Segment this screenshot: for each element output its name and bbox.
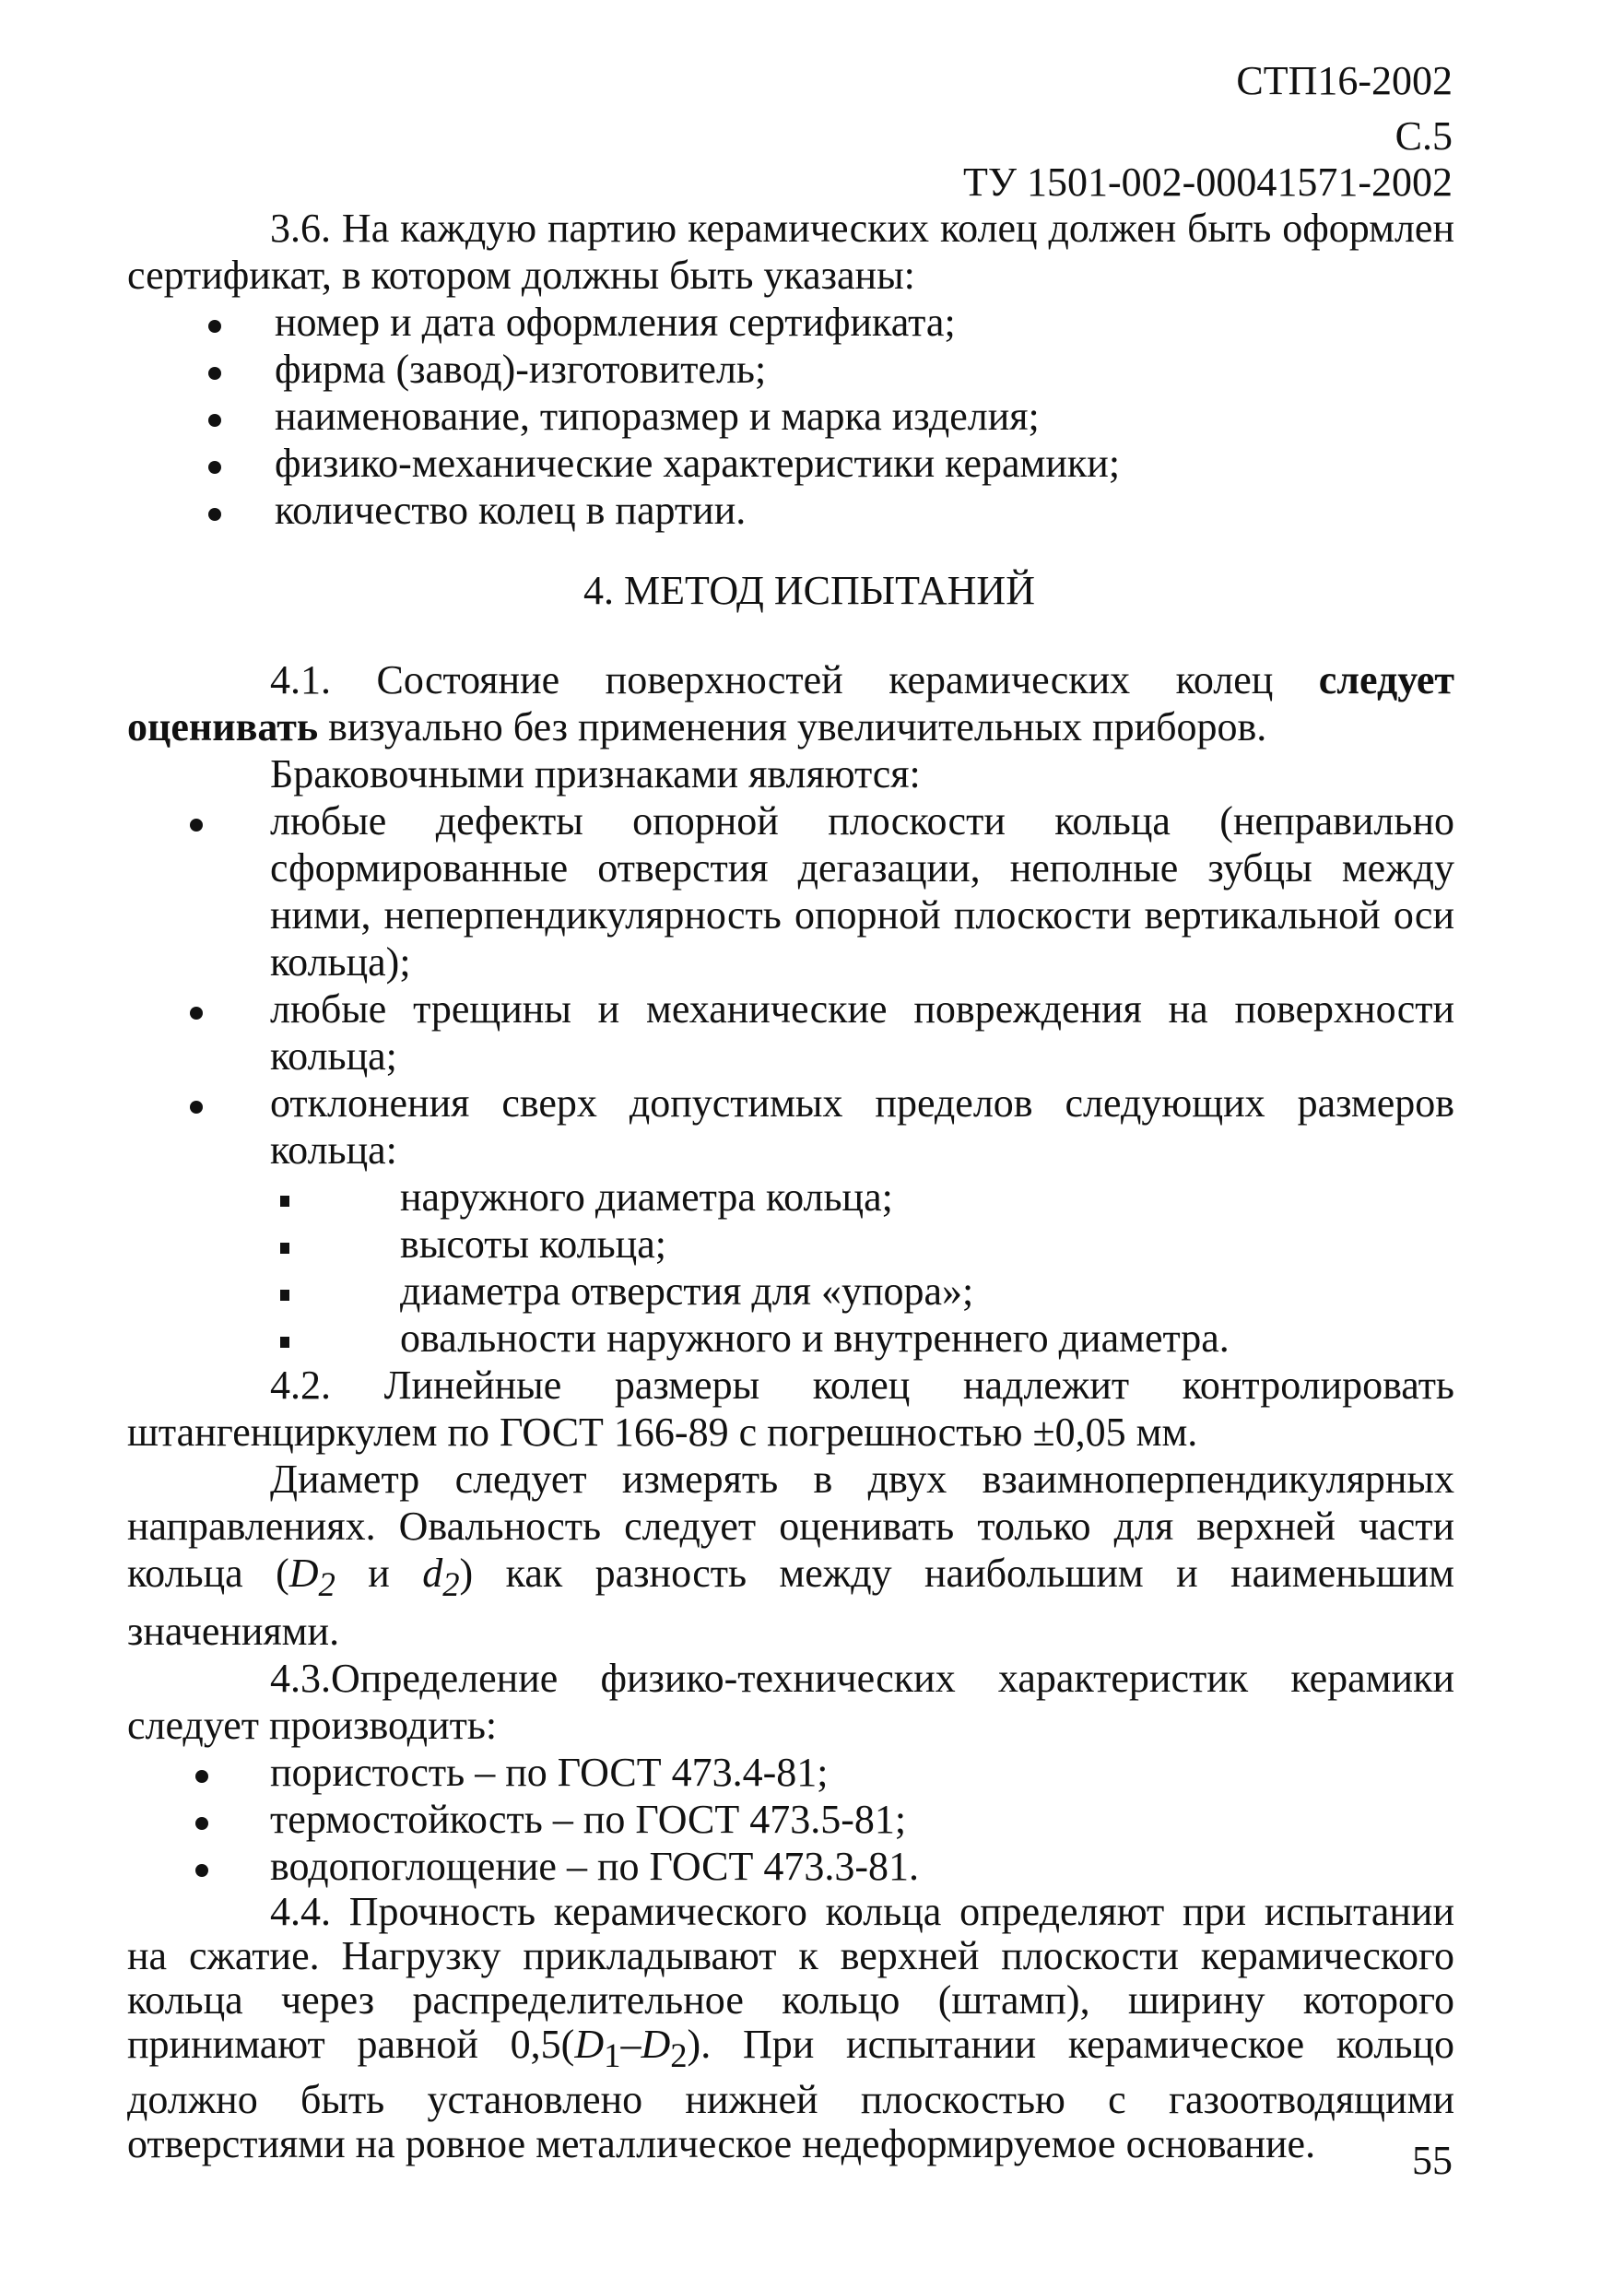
bullet-icon <box>201 346 229 393</box>
page-label: С.5 <box>1395 113 1453 159</box>
list-item <box>127 1749 1454 1796</box>
section-3-6-intro: 3.6. На каждую партию керамических колец должен быть оформлен сертификат, в котором должны быть указаны: <box>127 206 1454 298</box>
document-body <box>127 205 1454 2166</box>
bullet-icon <box>182 797 210 844</box>
page-number: 55 <box>1412 2138 1453 2183</box>
subscript-1: 1 <box>604 2035 621 2074</box>
list-item-text: любые трещины и механические повреждения на поверхности кольца; <box>270 986 1454 1079</box>
list-item-text: пористость – по ГОСТ 473.4-81; <box>270 1749 829 1795</box>
minus-sign: – <box>620 2021 641 2067</box>
subscript-2: 2 <box>670 2035 688 2074</box>
paragraph-text: и <box>335 1551 423 1596</box>
list-item <box>127 1796 1454 1843</box>
list-item <box>127 346 1454 393</box>
list-item-text: водопоглощение – по ГОСТ 473.3-81. <box>270 1843 920 1889</box>
dimensions-list <box>127 1174 1454 1362</box>
bullet-icon <box>201 440 229 487</box>
bullet-icon <box>188 1749 216 1796</box>
bullet-icon <box>201 393 229 440</box>
subscript-2: 2 <box>442 1564 460 1603</box>
list-item-text: наименование, типоразмер и марка изделия; <box>275 394 1040 439</box>
list-item-text: высоты кольца; <box>400 1221 666 1267</box>
square-bullet-icon <box>271 1268 299 1315</box>
list-item-text: любые дефекты опорной плоскости кольца (неправильно сформированные отверстия дегазации, неполные зубцы между ними, неперпендикулярность опорной плоскости вертикальной оси кольца); <box>270 798 1454 985</box>
paragraph-text-bold: следует оценивать <box>127 657 1454 749</box>
paragraph-text: 4.1. Состояние поверхностей керамических колец <box>270 657 1319 702</box>
bullet-icon <box>182 985 210 1032</box>
list-item <box>127 1843 1454 1890</box>
list-item <box>127 1221 1454 1268</box>
paragraph-text: Диаметр следует измерять в двух взаимноперпендикулярных направлениях. Овальность следует оценивать только для верхней части кольца ( <box>127 1457 1454 1596</box>
bullet-icon <box>201 487 229 534</box>
subscript-2: 2 <box>318 1564 335 1603</box>
list-item-text: диаметра отверстия для «упора»; <box>400 1268 974 1314</box>
list-item-text: номер и дата оформления сертификата; <box>275 300 956 345</box>
list-item-text: отклонения сверх допустимых пределов следующих размеров кольца: <box>270 1080 1454 1173</box>
paragraph-text: ) как разность между наибольшим и наименьшим значениями. <box>127 1551 1454 1654</box>
bullet-icon <box>182 1080 210 1127</box>
defects-intro: Браковочными признаками являются: <box>270 751 921 796</box>
paragraph-text: ). При испытании керамическое кольцо должно быть установлено нижней плоскостью с газоотводящими отверстиями на ровное металлическое недеформируемое основание. <box>127 2021 1454 2166</box>
square-bullet-icon <box>271 1221 299 1268</box>
list-item-text: термостойкость – по ГОСТ 473.5-81; <box>270 1796 907 1842</box>
list-item <box>127 393 1454 440</box>
symbol-D: D <box>641 2021 671 2067</box>
doc-code: СТП16-2002 <box>1236 58 1453 103</box>
paragraph-4-1 <box>127 656 1454 750</box>
list-item-text: физико-механические характеристики керамики; <box>275 441 1121 486</box>
list-item-text: овальности наружного и внутреннего диаметра. <box>400 1316 1230 1361</box>
list-item-text: количество колец в партии. <box>275 488 747 533</box>
bullet-icon <box>201 299 229 346</box>
paragraph-4-2: 4.2. Линейные размеры колец надлежит контролировать штангенциркулем по ГОСТ 166-89 с погрешностью ±0,05 мм. <box>127 1363 1454 1455</box>
certificate-items-list <box>127 299 1454 534</box>
list-item <box>127 1268 1454 1315</box>
paragraph-text: 4.4. Прочность керамического кольца определяют при испытании на сжатие. Нагрузку прикладывают к верхней плоскости керамического кольца через распределительное кольцо (штамп), ширину которого принимают равной 0,5( <box>127 1888 1454 2067</box>
square-bullet-icon <box>271 1315 299 1362</box>
symbol-d: d <box>422 1551 443 1596</box>
tests-list <box>127 1749 1454 1890</box>
list-item <box>127 299 1454 346</box>
paragraph-4-3: 4.3.Определение физико-технических характеристик керамики следует производить: <box>127 1655 1454 1748</box>
list-item <box>127 985 1454 1080</box>
list-item <box>127 797 1454 985</box>
list-item <box>127 487 1454 534</box>
paragraph-text: визуально без применения увеличительных приборов. <box>318 704 1267 749</box>
list-item-text: фирма (завод)-изготовитель; <box>275 347 767 392</box>
square-bullet-icon <box>271 1174 299 1221</box>
symbol-D: D <box>574 2021 605 2067</box>
paragraph-4-2-diameter <box>127 1456 1454 1655</box>
bullet-icon <box>188 1843 216 1890</box>
paragraph-4-4 <box>127 1890 1454 2166</box>
list-item-text: наружного диаметра кольца; <box>400 1174 893 1220</box>
list-item <box>127 1080 1454 1174</box>
section-4-heading: 4. МЕТОД ИСПЫТАНИЙ <box>583 568 1035 613</box>
bullet-icon <box>188 1796 216 1843</box>
list-item <box>127 1174 1454 1221</box>
tu-code: ТУ 1501-002-00041571-2002 <box>963 159 1453 205</box>
symbol-D: D <box>288 1551 319 1596</box>
defects-list <box>127 797 1454 1174</box>
list-item <box>127 440 1454 487</box>
list-item <box>127 1315 1454 1362</box>
